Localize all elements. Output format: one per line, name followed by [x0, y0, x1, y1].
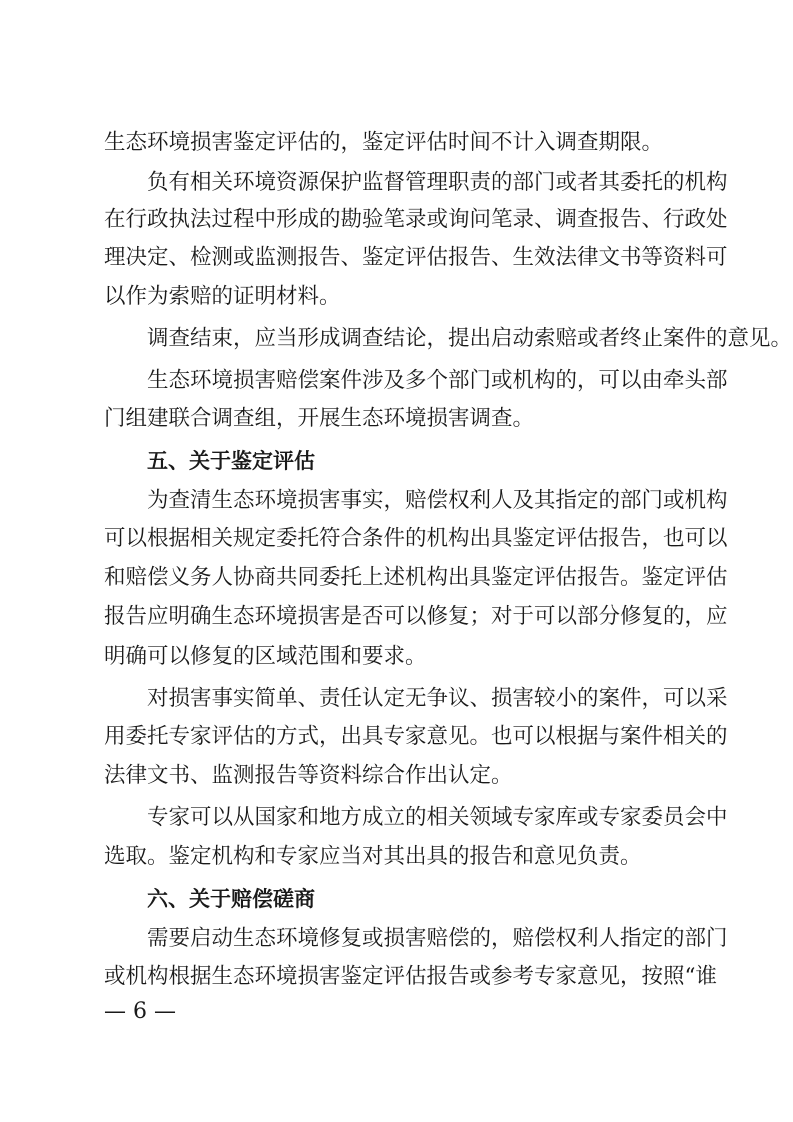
text-line: 选取。鉴定机构和专家应当对其出具的报告和意见负责。 [104, 844, 642, 869]
text-line: 生态环境损害鉴定评估的，鉴定评估时间不计入调查期限。 [104, 130, 664, 155]
text-line: 为查清生态环境损害事实，赔偿权利人及其指定的部门或机构 [147, 488, 728, 513]
text-line: 门组建联合调查组，开展生态环境损害调查。 [104, 406, 535, 431]
text-line: 理决定、检测或监测报告、鉴定评估报告、生效法律文书等资料可 [104, 245, 728, 270]
text-line: 负有相关环境资源保护监督管理职责的部门或者其委托的机构 [147, 170, 728, 195]
text-line: 明确可以修复的区域范围和要求。 [104, 644, 427, 669]
section-heading: 六、关于赔偿磋商 [147, 887, 315, 911]
text-line: 或机构根据生态环境损害鉴定评估报告或参考专家意见，按照“谁 [104, 964, 717, 989]
text-line: 可以根据相关规定委托符合条件的机构出具鉴定评估报告，也可以 [104, 526, 728, 551]
text-line: 在行政执法过程中形成的勘验笔录或询问笔录、调查报告、行政处 [104, 207, 728, 232]
text-line: 调查结束，应当形成调查结论，提出启动索赔或者终止案件的意见。 [147, 326, 793, 351]
text-line: 用委托专家评估的方式，出具专家意见。也可以根据与案件相关的 [104, 724, 728, 749]
text-line: 和赔偿义务人协商共同委托上述机构出具鉴定评估报告。鉴定评估 [104, 565, 728, 590]
text-line: 以作为索赔的证明材料。 [104, 284, 341, 309]
text-line: 报告应明确生态环境损害是否可以修复；对于可以部分修复的，应 [104, 604, 728, 629]
page-number: — 6 — [104, 999, 176, 1024]
text-line: 生态环境损害赔偿案件涉及多个部门或机构的，可以由牵头部 [147, 368, 728, 393]
text-line: 对损害事实简单、责任认定无争议、损害较小的案件，可以采 [147, 686, 728, 711]
text-line: 法律文书、监测报告等资料综合作出认定。 [104, 763, 513, 788]
text-line: 需要启动生态环境修复或损害赔偿的，赔偿权利人指定的部门 [147, 926, 728, 951]
section-heading: 五、关于鉴定评估 [147, 449, 315, 473]
text-line: 专家可以从国家和地方成立的相关领域专家库或专家委员会中 [147, 805, 728, 830]
